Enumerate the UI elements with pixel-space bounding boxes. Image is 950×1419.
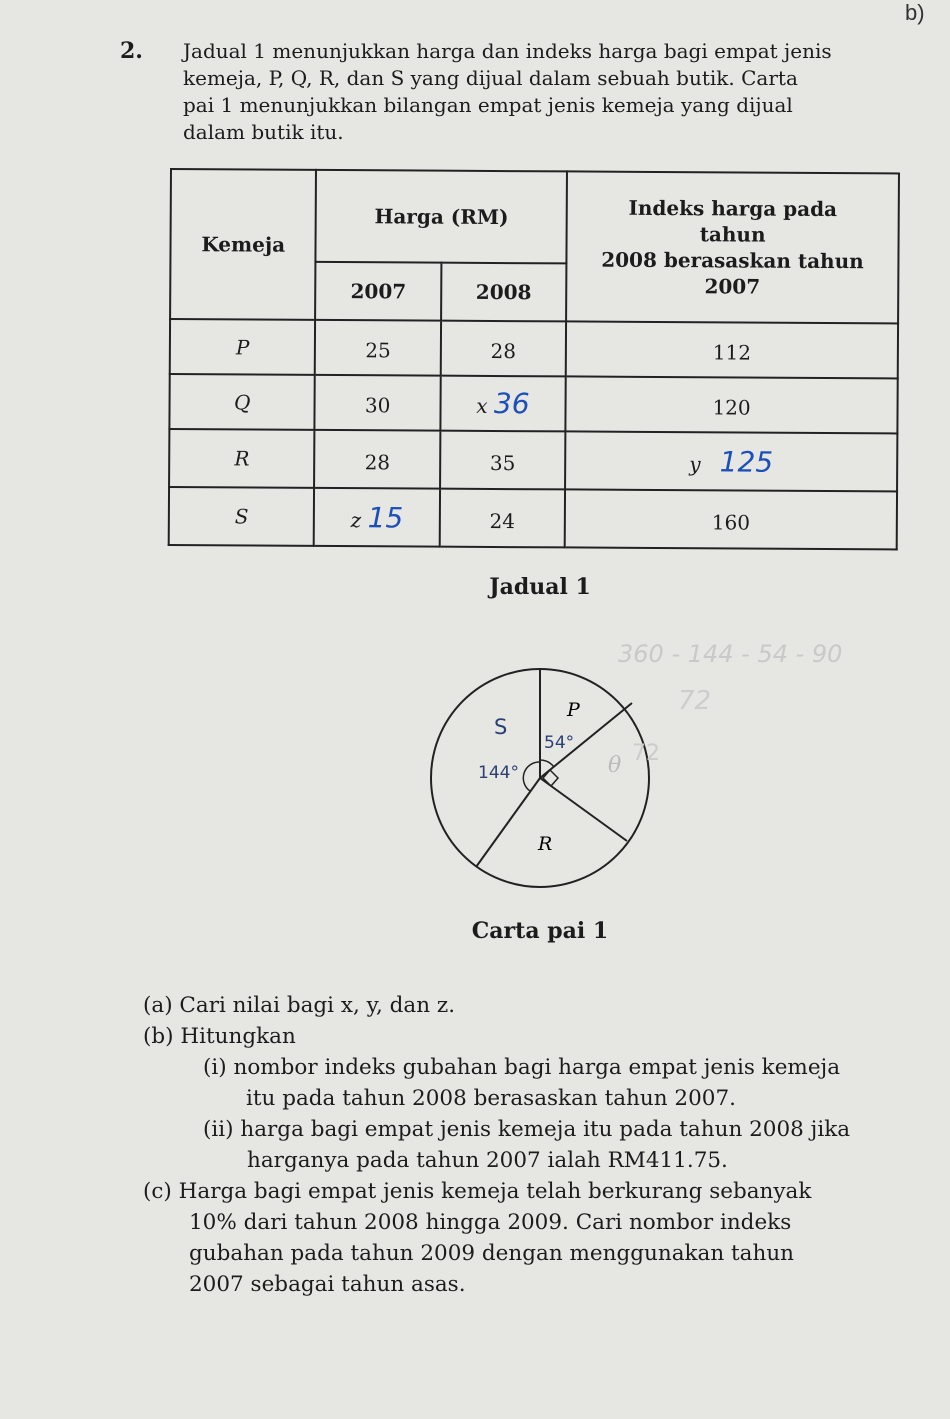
questions [143,990,943,1300]
pie-chart [420,660,680,900]
cell-value: 120 [712,395,751,420]
question-b: (b) Hitungkan [143,1024,296,1049]
question-b-i: (i) nombor indeks gubahan bagi harga empat jenis kemeja [203,1055,841,1080]
pie-label-s: S [494,715,508,739]
header-index [566,171,899,323]
angle-arc-54 [540,760,554,767]
pie-label-r: R [538,833,553,855]
question-b-ii: (ii) harga bagi empat jenis kemeja itu pada tahun 2008 jika [203,1117,851,1142]
question-c-cont: gubahan pada tahun 2009 dengan menggunakan tahun [189,1241,795,1266]
question-a: (a) Cari nilai bagi x, y, dan z. [143,993,456,1018]
cell-value: 28 [364,449,391,474]
question-c-cont: 2007 sebagai tahun asas. [189,1272,466,1297]
cell-value: 112 [712,340,752,365]
header-index-line: 2008 berasaskan tahun [601,247,864,274]
handwritten-answer: 15 [367,500,404,534]
header-index-line: tahun [699,222,766,247]
angle-arc-144 [523,762,540,791]
cell-price-2007 [314,488,440,547]
pie-caption: Carta pai 1 [471,918,609,944]
question-c-cont: 10% dari tahun 2008 hingga 2009. Cari nombor indeks [189,1210,792,1235]
angle-label-54: 54° [544,733,575,753]
cell-index [565,431,897,491]
handwritten-answer: 125 [719,444,774,479]
header-2008: 2008 [441,263,567,322]
cell-index [565,489,897,549]
table-row [169,374,897,433]
cell-kemeja: R [169,429,315,488]
scribble-calculation: 360 - 144 - 54 - 90 [618,640,843,668]
intro-line: kemeja, P, Q, R, dan S yang dijual dalam sebuah butik. Carta [183,66,798,90]
question-b-i-cont: itu pada tahun 2008 berasaskan tahun 2007. [246,1086,736,1111]
intro-paragraph [183,38,893,146]
theta-label: θ [608,753,622,778]
theta-handwritten-value: 72 [632,741,660,766]
header-kemeja: Kemeja [170,169,316,320]
header-index-line: 2007 [704,274,761,299]
cell-price-2008 [440,431,566,490]
question-number: 2. [120,38,143,64]
cell-kemeja: S [169,487,315,546]
cell-index [565,376,897,433]
cell-value: 35 [489,450,516,475]
pie-label-p: P [567,699,580,721]
intro-line: dalam butik itu. [183,120,344,144]
cell-kemeja: P [170,319,316,375]
scribble-result: 72 [678,686,712,716]
cell-value: 30 [364,393,391,418]
cell-kemeja: Q [169,374,315,430]
cell-value: 24 [489,508,516,533]
cell-price-2008 [439,489,565,548]
pie-divider-r-s [476,778,540,867]
intro-line: pai 1 menunjukkan bilangan empat jenis kemeja yang dijual [183,93,793,117]
table-caption: Jadual 1 [489,574,591,600]
cell-price-2007 [315,430,441,489]
table-row [170,319,898,378]
question-c: (c) Harga bagi empat jenis kemeja telah berkurang sebanyak [143,1179,812,1204]
question-b-ii-cont: harganya pada tahun 2007 ialah RM411.75. [247,1148,728,1173]
cell-value: z [350,507,362,532]
corner-mark: b) [905,0,925,25]
cell-index [566,321,898,378]
header-harga: Harga (RM) [316,170,567,264]
angle-label-144: 144° [478,763,519,783]
header-index-line: Indeks harga pada [628,195,838,222]
intro-line: Jadual 1 menunjukkan harga dan indeks harga bagi empat jenis [183,39,832,63]
table-row [169,487,897,549]
cell-value: 25 [365,338,391,363]
handwritten-answer: 36 [493,386,530,421]
table-row [169,429,897,491]
cell-value: x [476,393,488,418]
right-angle-mark [543,770,558,786]
header-2007: 2007 [316,262,442,321]
cell-price-2007 [315,375,441,431]
price-table [168,168,900,550]
cell-value: 28 [490,338,517,364]
cell-price-2008 [441,321,567,377]
cell-price-2008 [440,376,566,432]
cell-value: 160 [711,509,751,535]
cell-value: y [689,451,701,476]
pie-divider-theta-r [540,778,627,841]
cell-price-2007 [315,320,441,376]
